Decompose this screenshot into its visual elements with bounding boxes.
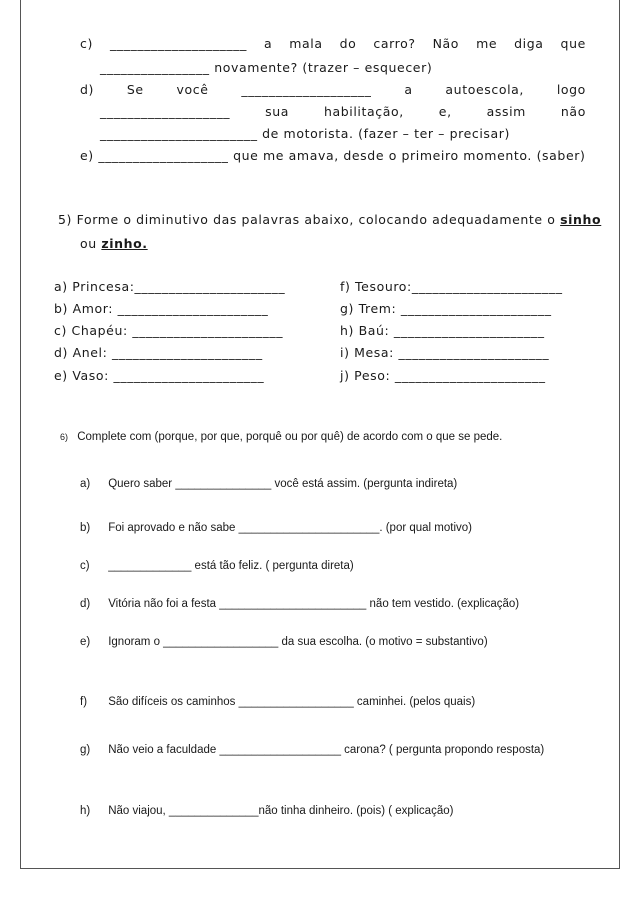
blank-field[interactable]: ___________________ xyxy=(100,104,231,119)
q5-title xyxy=(58,212,601,227)
q5-title-line2 xyxy=(80,236,148,251)
blank-field[interactable]: ____________________ xyxy=(109,36,247,51)
item-c-line1 xyxy=(80,36,586,51)
q5-item-j[interactable]: j) Peso: ______________________ xyxy=(340,368,546,383)
q5-item-h[interactable]: h) Baú: ______________________ xyxy=(340,323,545,338)
word: sua xyxy=(265,104,290,119)
blank-field[interactable]: ___________________ xyxy=(241,82,372,97)
blank-field[interactable]: ________________ xyxy=(100,60,210,75)
item-text[interactable]: São difíceis os caminhos __________________ caminhei. (pelos quais) xyxy=(108,696,476,708)
q5-item-g[interactable]: g) Trem: ______________________ xyxy=(340,301,552,316)
item-label: d) xyxy=(80,82,95,97)
q5-item-i[interactable]: i) Mesa: ______________________ xyxy=(340,345,550,360)
q5-item-b[interactable]: b) Amor: ______________________ xyxy=(54,301,269,316)
item-text[interactable]: _____________ está tão feliz. ( pergunta direta) xyxy=(108,560,354,572)
item-label: c) xyxy=(80,36,93,51)
word: assim xyxy=(486,104,526,119)
q6-item-h xyxy=(80,805,453,817)
word: habilitação, xyxy=(323,104,404,119)
word: Não xyxy=(432,36,460,51)
item-label: g) xyxy=(80,744,91,756)
q6-item-c xyxy=(80,560,354,572)
item-label: f) xyxy=(80,696,88,708)
word: Se xyxy=(126,82,144,97)
word: que xyxy=(560,36,586,51)
q6-number: 6) xyxy=(60,432,69,442)
item-label: a) xyxy=(80,478,91,490)
item-d-line1 xyxy=(80,82,586,97)
q5-zinho: zinho. xyxy=(101,236,148,251)
q5-title-text: 5) Forme o diminutivo das palavras abaixo, colocando adequadamente o xyxy=(58,212,556,227)
word: me xyxy=(476,36,498,51)
q6-title-text: Complete com (porque, por que, porquê ou por quê) de acordo com o que se pede. xyxy=(77,431,503,443)
item-text: novamente? (trazer – esquecer) xyxy=(214,60,433,75)
item-text[interactable]: Quero saber _______________ você está assim. (pergunta indireta) xyxy=(108,478,458,490)
word: mala xyxy=(289,36,323,51)
item-text[interactable]: Ignoram o __________________ da sua escolha. (o motivo = substantivo) xyxy=(108,636,488,648)
q5-item-d[interactable]: d) Anel: ______________________ xyxy=(54,345,263,360)
word: a xyxy=(404,82,413,97)
item-text[interactable]: Não viajou, ______________não tinha dinheiro. (pois) ( explicação) xyxy=(108,805,454,817)
item-label: e) xyxy=(80,636,91,648)
item-label: d) xyxy=(80,598,91,610)
q5-ou: ou xyxy=(80,236,97,251)
blank-field[interactable]: _______________________ xyxy=(100,126,258,141)
word: diga xyxy=(514,36,544,51)
word: e, xyxy=(438,104,452,119)
item-label: c) xyxy=(80,560,90,572)
item-d-line2 xyxy=(100,104,586,119)
word: a xyxy=(263,36,273,51)
q5-sinho: sinho xyxy=(560,212,602,227)
word: você xyxy=(176,82,209,97)
q5-item-a[interactable]: a) Princesa:______________________ xyxy=(54,279,286,294)
q5-item-f[interactable]: f) Tesouro:______________________ xyxy=(340,279,563,294)
q6-item-a xyxy=(80,478,457,490)
item-e-line xyxy=(80,148,585,163)
item-c-line2 xyxy=(100,60,432,75)
word: não xyxy=(560,104,586,119)
item-text[interactable]: Vitória não foi a festa _______________________ não tem vestido. (explicação) xyxy=(108,598,520,610)
q5-item-c[interactable]: c) Chapéu: ______________________ xyxy=(54,323,284,338)
item-d-line3 xyxy=(100,126,510,141)
q6-item-b xyxy=(80,522,472,534)
item-label: h) xyxy=(80,805,91,817)
item-label: b) xyxy=(80,522,91,534)
item-text[interactable]: Não veio a faculdade ___________________ carona? ( pergunta propondo resposta) xyxy=(108,744,545,756)
item-text: de motorista. (fazer – ter – precisar) xyxy=(262,126,511,141)
blank-field[interactable]: ___________________ xyxy=(98,148,229,163)
word: autoescola, xyxy=(445,82,524,97)
q6-title xyxy=(60,431,502,443)
item-text[interactable]: Foi aprovado e não sabe ______________________. (por qual motivo) xyxy=(108,522,473,534)
word: do xyxy=(339,36,357,51)
word: logo xyxy=(556,82,586,97)
q6-item-f xyxy=(80,696,475,708)
word: carro? xyxy=(373,36,416,51)
q6-item-g xyxy=(80,744,544,756)
item-label: e) xyxy=(80,148,94,163)
q6-item-d xyxy=(80,598,519,610)
q5-item-e[interactable]: e) Vaso: ______________________ xyxy=(54,368,265,383)
q6-item-e xyxy=(80,636,488,648)
item-text: que me amava, desde o primeiro momento. (saber) xyxy=(233,148,586,163)
